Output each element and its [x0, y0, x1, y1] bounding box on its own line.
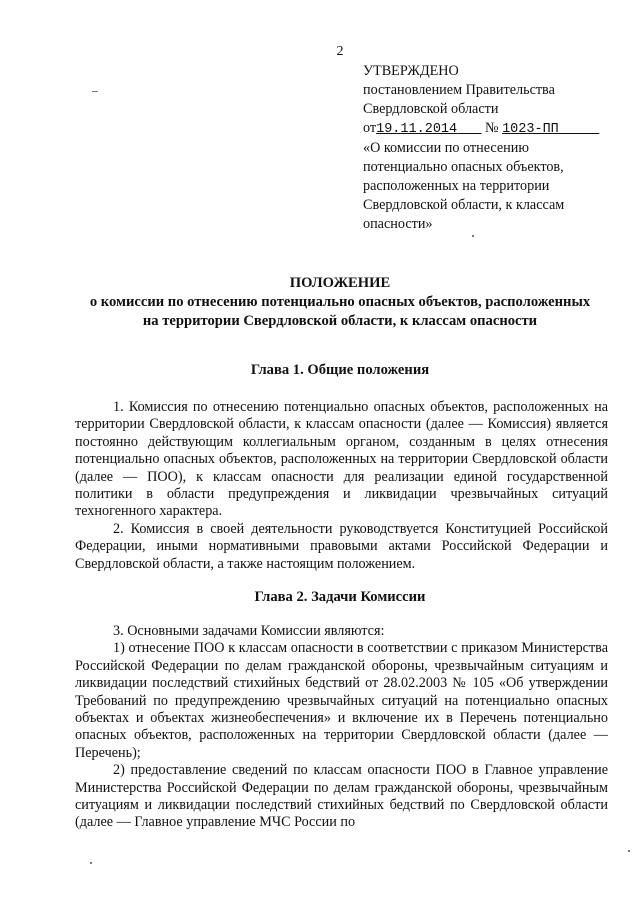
paragraph: 2) предоставление сведений по классам опасности ПОО в Главное управление Министерства Российской Федерации по делам гражданской обороны, чрезвычайным ситуациям и ликвидации последствий стихийных бедствий по Свердловской области (далее — Главное управление МЧС России по [75, 762, 608, 831]
approval-subject-line: Свердловской области, к классам [363, 197, 565, 213]
paragraph: 3. Основными задачами Комиссии являются: [113, 623, 385, 639]
number-prefix: № [484, 120, 499, 136]
chapter-1-body [75, 399, 608, 573]
title-main: ПОЛОЖЕНИЕ [289, 275, 391, 291]
approval-subject-line: «О комиссии по отнесению [363, 140, 529, 156]
paragraph: 2. Комиссия в своей деятельности руководствуется Конституцией Российской Федерации, иными нормативными правовыми актами Российской Федерации и Свердловской области, а также настоящим положением. [75, 520, 608, 572]
title-line: на территории Свердловской области, к классам опасности [142, 313, 538, 329]
approval-subject-line: расположенных на территории [363, 178, 550, 194]
document-title [60, 274, 620, 331]
approval-line: постановлением Правительства [363, 82, 555, 98]
scan-speck [90, 862, 92, 864]
paragraph: 1. Комиссия по отнесению потенциально опасных объектов, расположенных на территории Свердловской области, к классам опасности (далее — Комиссия) является постоянно действующим коллегиальным органом, созданным в целях отнесения потенциально опасных объектов, расположенных на территории Свердловской области (далее — ПОО), к классам опасности для реализации единой государственной политики в области предупреждения и ликвидации чрезвычайных ситуаций техногенного характера. [75, 399, 608, 520]
paragraph: 1) отнесение ПОО к классам опасности в соответствии с приказом Министерства Российской Федерации по делам гражданской обороны, чрезвычайным ситуациям и ликвидации последствий стихийных бедствий от 28.02.2003 № 105 «Об утверждении Требований по предупреждению чрезвычайных ситуаций на потенциально опасных объектах и объектах жизнеобеспечения» и включение их в Перечень потенциально опасных объектов, расположенных на территории Свердловской области (далее — Перечень); [75, 640, 608, 761]
approval-date-line [363, 119, 613, 139]
scan-speck [92, 91, 98, 92]
approval-number: 1023-ПП [502, 122, 559, 137]
approval-heading: УТВЕРЖДЕНО [363, 63, 459, 79]
chapter-1-heading: Глава 1. Общие положения [250, 362, 430, 378]
scan-speck [628, 850, 630, 852]
chapter-2-heading: Глава 2. Задачи Комиссии [254, 589, 426, 605]
page-number: 2 [336, 44, 344, 59]
approval-stamp [363, 62, 613, 234]
title-line: о комиссии по отнесению потенциально опасных объектов, расположенных [89, 294, 591, 310]
approval-line: Свердловской области [363, 101, 499, 117]
approval-date: 19.11.2014 [376, 122, 458, 137]
approval-subject-line: опасности» [363, 216, 433, 232]
scan-speck [472, 235, 474, 237]
chapter-2-body [75, 623, 608, 832]
approval-subject-line: потенциально опасных объектов, [363, 159, 564, 175]
date-prefix: от [363, 120, 377, 136]
